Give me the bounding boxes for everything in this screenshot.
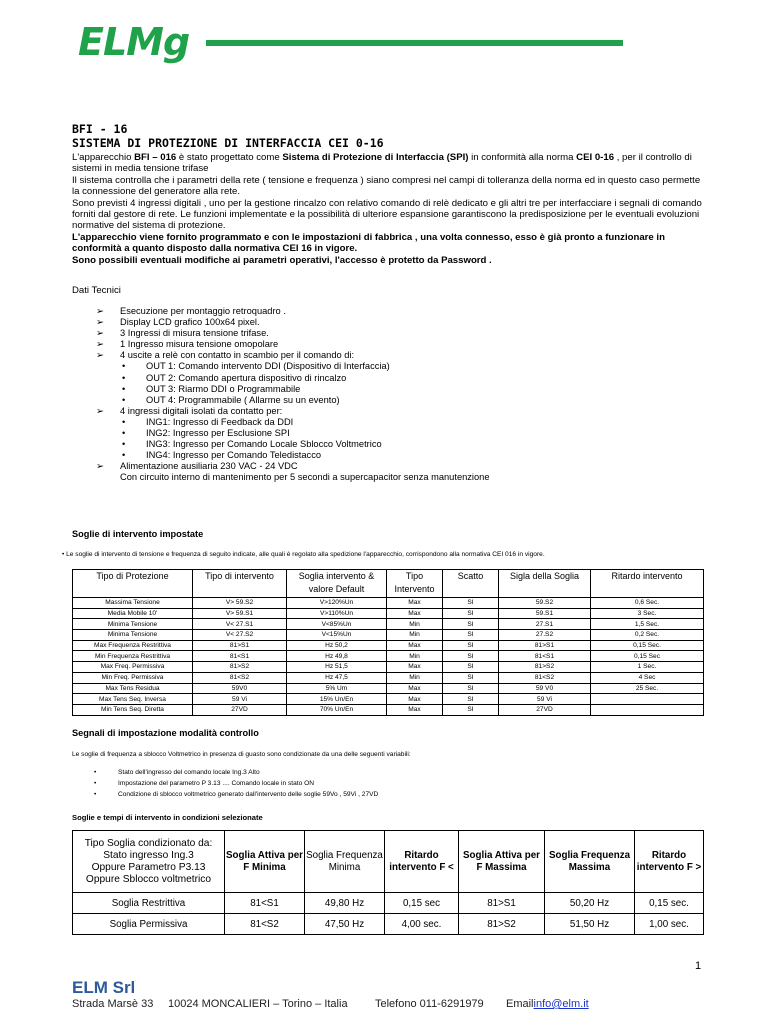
table-header-row bbox=[73, 831, 704, 893]
input-item bbox=[96, 439, 696, 450]
table-cell: Max bbox=[387, 598, 443, 609]
feature-item bbox=[96, 306, 696, 317]
table-cell: SI bbox=[443, 672, 499, 683]
input-item bbox=[96, 417, 696, 428]
table-cell: Max Tens Seq. Inversa bbox=[73, 694, 193, 705]
bullet-dot-icon: • bbox=[94, 780, 97, 788]
page-number: 1 bbox=[695, 960, 702, 972]
table-header-cell: Ritardo intervento F > bbox=[635, 831, 704, 893]
table-row bbox=[73, 704, 704, 715]
table-row bbox=[73, 651, 704, 662]
intro-section bbox=[72, 152, 708, 266]
table-cell: SI bbox=[443, 662, 499, 673]
output-text: OUT 4: Programmabile ( Allarme su un evento) bbox=[146, 394, 340, 405]
segnali-note: Le soglie di frequenza a sblocco Voltmetrico in presenza di guasto sono condizionate da una delle seguenti variabili: bbox=[72, 751, 411, 758]
table-row bbox=[73, 662, 704, 673]
intro-bold: CEI 0-16 bbox=[576, 152, 615, 163]
logo-rule bbox=[206, 40, 623, 46]
table-cell: Hz 49,8 bbox=[287, 651, 387, 662]
footer-address: Strada Marsè 33 bbox=[72, 998, 154, 1010]
table-cell: Massima Tensione bbox=[73, 598, 193, 609]
table-header-cell: Soglia Frequenza Massima bbox=[545, 831, 635, 893]
input-text: ING2: Ingresso per Esclusione SPI bbox=[146, 428, 290, 439]
intro-text: è stato progettato come bbox=[176, 152, 283, 163]
soglie-note: • Le soglie di intervento di tensione e frequenza di seguito indicate, alle quali è regolato alla spedizione l'apparecchio, corrispondono alla normativa CEI 016 in vigore. bbox=[62, 551, 545, 558]
table-cell: 1,5 Sec. bbox=[591, 619, 704, 630]
table-header-cell: Tipo Intervento bbox=[387, 570, 443, 598]
table-cell: Max bbox=[387, 662, 443, 673]
bullet-dot-icon: • bbox=[122, 372, 126, 383]
table-cell: SI bbox=[443, 640, 499, 651]
table-header-cell: Tipo di intervento bbox=[193, 570, 287, 598]
table-cell: Min bbox=[387, 630, 443, 641]
table-cell: SI bbox=[443, 619, 499, 630]
table-cell: 0,15 sec. bbox=[635, 893, 704, 914]
table-cell: 50,20 Hz bbox=[545, 893, 635, 914]
intro-paragraph-2: Il sistema controlla che i parametri della rete ( tensione e frequenza ) siano compresi nel campi di tolleranza della norma ed in questo caso permette la connessione del generatore alla rete. bbox=[72, 174, 701, 198]
table-cell: V>120%Un bbox=[287, 598, 387, 609]
table-header-cell bbox=[73, 831, 225, 893]
arrow-bullet-icon: ➢ bbox=[96, 317, 104, 328]
header-line: Tipo Soglia condizionato da: bbox=[84, 837, 213, 849]
header-line: Oppure Parametro P3.13 bbox=[91, 861, 206, 873]
input-item bbox=[96, 428, 696, 439]
input-text: ING4: Ingresso per Comando Teledistacco bbox=[146, 450, 322, 461]
table-cell: 59.S1 bbox=[499, 608, 591, 619]
table-row bbox=[73, 672, 704, 683]
table-cell: 81>S1 bbox=[459, 893, 545, 914]
feature-text: Esecuzione per montaggio retroquadro . bbox=[120, 306, 286, 316]
table-cell: 47,50 Hz bbox=[305, 914, 385, 935]
intro-text: in conformità alla norma bbox=[468, 152, 577, 163]
table-cell: Hz 47,5 bbox=[287, 672, 387, 683]
feature-text: 1 Ingresso misura tensione omopolare bbox=[120, 339, 279, 350]
intro-paragraph-5: Sono possibili eventuali modifiche ai parametri operativi, l'accesso è protetto da Password . bbox=[72, 254, 492, 266]
table-cell: Max Freq. Permissiva bbox=[73, 662, 193, 673]
table-row bbox=[73, 630, 704, 641]
arrow-bullet-icon: ➢ bbox=[96, 306, 104, 316]
table-cell: SI bbox=[443, 694, 499, 705]
footer-email-label: Email bbox=[506, 998, 534, 1010]
document-title: SISTEMA DI PROTEZIONE DI INTERFACCIA CEI 0-16 bbox=[72, 136, 384, 150]
table-cell: Hz 50,2 bbox=[287, 640, 387, 651]
header-line: Oppure Sblocco voltmetrico bbox=[85, 873, 212, 885]
table-cell: Max bbox=[387, 640, 443, 651]
table-cell: 49,80 Hz bbox=[305, 893, 385, 914]
feature-text: 4 ingressi digitali isolati da contatto per: bbox=[120, 405, 283, 416]
table-cell: SI bbox=[443, 630, 499, 641]
arrow-bullet-icon: ➢ bbox=[96, 405, 104, 416]
output-item bbox=[96, 361, 696, 372]
table-cell: Min bbox=[387, 651, 443, 662]
feature-item bbox=[96, 406, 696, 417]
table-header-row bbox=[73, 570, 704, 598]
table-cell: 81<S1 bbox=[499, 651, 591, 662]
table-cell: Media Mobile 10' bbox=[73, 608, 193, 619]
table-cell bbox=[591, 704, 704, 715]
condition-text: Condizione di sblocco voltmetrico generato dall'intervento delle soglie 59Vo , 59Vi , 27VD bbox=[118, 791, 379, 799]
intro-text: L'apparecchio bbox=[72, 152, 135, 163]
table-row bbox=[73, 914, 704, 935]
table-cell: 81>S2 bbox=[499, 662, 591, 673]
table-cell: SI bbox=[443, 608, 499, 619]
table-header-cell: Soglia intervento & valore Default bbox=[287, 570, 387, 598]
table-cell: 59 Vi bbox=[193, 694, 287, 705]
feature-text: Display LCD grafico 100x64 pixel. bbox=[120, 317, 260, 328]
footer-phone: Telefono 011-6291979 bbox=[375, 998, 484, 1010]
arrow-bullet-icon: ➢ bbox=[96, 350, 104, 361]
table-cell: SI bbox=[443, 598, 499, 609]
table-cell: 0,15 Sec. bbox=[591, 640, 704, 651]
condition-item bbox=[94, 767, 378, 778]
table-row bbox=[73, 694, 704, 705]
feature-text: 4 uscite a relè con contatto in scambio per il comando di: bbox=[120, 350, 355, 361]
feature-item bbox=[96, 317, 696, 328]
table-cell: 25 Sec. bbox=[591, 683, 704, 694]
table-cell: Minima Tensione bbox=[73, 630, 193, 641]
table-row bbox=[73, 598, 704, 609]
table-cell: V< 27.S2 bbox=[193, 630, 287, 641]
table-cell: 1,00 sec. bbox=[635, 914, 704, 935]
feature-note bbox=[96, 472, 696, 483]
bullet-dot-icon: • bbox=[122, 439, 126, 450]
table-cell: Min bbox=[387, 672, 443, 683]
table-cell: Max Frequenza Restrittiva bbox=[73, 640, 193, 651]
input-item bbox=[96, 450, 696, 461]
table-cell: 81>S2 bbox=[459, 914, 545, 935]
feature-item bbox=[96, 350, 696, 361]
table-cell: 81<S2 bbox=[499, 672, 591, 683]
table-cell: V>110%Un bbox=[287, 608, 387, 619]
table-row bbox=[73, 893, 704, 914]
arrow-bullet-icon: ➢ bbox=[96, 328, 104, 339]
table-cell: 27VD bbox=[193, 704, 287, 715]
table-row bbox=[73, 619, 704, 630]
bullet-dot-icon: • bbox=[94, 791, 97, 799]
feature-item bbox=[96, 328, 696, 339]
table-cell: Max bbox=[387, 608, 443, 619]
table-cell: 81>S1 bbox=[499, 640, 591, 651]
table-cell: SI bbox=[443, 704, 499, 715]
table-cell: Min bbox=[387, 619, 443, 630]
table-cell: 5% Um bbox=[287, 683, 387, 694]
table-cell: 27.S2 bbox=[499, 630, 591, 641]
table-cell: Soglia Permissiva bbox=[73, 914, 225, 935]
table-cell: Min Freq. Permissiva bbox=[73, 672, 193, 683]
table-cell: SI bbox=[443, 683, 499, 694]
table-cell: 81<S2 bbox=[225, 914, 305, 935]
table-cell: 4 Sec bbox=[591, 672, 704, 683]
output-item bbox=[96, 395, 696, 406]
arrow-bullet-icon: ➢ bbox=[96, 461, 104, 472]
intro-paragraph-3: Sono previsti 4 ingressi digitali , uno per la gestione rincalzo con relativo comando di relè dedicato e gli altri tre per interfacciare i segnali di comando forniti dal gestore di rete. Le funzioni implementate e la possibilità di ulteriore espansione garantiscono la predisposizione per le eventuali evoluzioni normative del sistema di protezione. bbox=[72, 197, 702, 232]
condition-item bbox=[94, 778, 378, 789]
company-logo: ELMg bbox=[78, 20, 190, 64]
table-header-cell: Sigla della Soglia bbox=[499, 570, 591, 598]
table-cell: 0,15 sec bbox=[385, 893, 459, 914]
table-cell: Soglia Restrittiva bbox=[73, 893, 225, 914]
header-line: Stato ingresso Ing.3 bbox=[103, 849, 194, 861]
table-cell: Max bbox=[387, 694, 443, 705]
table-cell: 27.S1 bbox=[499, 619, 591, 630]
table-cell: 15% Un/En bbox=[287, 694, 387, 705]
bullet-dot-icon: • bbox=[122, 361, 126, 372]
feature-text: 3 Ingressi di misura tensione trifase. bbox=[120, 328, 269, 339]
company-name: ELM Srl bbox=[72, 978, 136, 997]
bullet-dot-icon: • bbox=[122, 394, 126, 405]
document-code: BFI - 16 bbox=[72, 122, 128, 136]
table-cell: Min Frequenza Restrittiva bbox=[73, 651, 193, 662]
table-cell: Hz 51,5 bbox=[287, 662, 387, 673]
table-cell: 81>S1 bbox=[193, 640, 287, 651]
soglie-heading: Soglie di intervento impostate bbox=[72, 529, 204, 539]
table-cell: SI bbox=[443, 651, 499, 662]
output-text: OUT 2: Comando apertura dispositivo di rincalzo bbox=[146, 372, 347, 383]
table-cell bbox=[591, 694, 704, 705]
table-cell: 51,50 Hz bbox=[545, 914, 635, 935]
arrow-bullet-icon: ➢ bbox=[96, 339, 104, 350]
table-cell: 59 Vi bbox=[499, 694, 591, 705]
feature-text: Con circuito interno di mantenimento per 5 secondi a supercapacitor senza manutenzione bbox=[120, 472, 490, 483]
footer-contact bbox=[72, 998, 589, 1010]
table-cell: 81<S2 bbox=[193, 672, 287, 683]
feature-item bbox=[96, 461, 696, 472]
output-item bbox=[96, 373, 696, 384]
feature-item bbox=[96, 339, 696, 350]
intro-bold: BFI – 016 bbox=[134, 152, 177, 163]
thresholds-table-body bbox=[73, 598, 704, 716]
table-cell: 1 Sec. bbox=[591, 662, 704, 673]
table-cell: 0,2 Sec. bbox=[591, 630, 704, 641]
table-cell: 59 V0 bbox=[499, 683, 591, 694]
table-cell: Max Tens Residua bbox=[73, 683, 193, 694]
segnali-heading: Segnali di impostazione modalità controllo bbox=[72, 728, 259, 738]
table-cell: V< 27.S1 bbox=[193, 619, 287, 630]
selected-conditions-table bbox=[72, 830, 704, 935]
intro-bold: Sistema di Protezione di Interfaccia (SPI) bbox=[282, 152, 469, 163]
dati-tecnici-heading: Dati Tecnici bbox=[72, 285, 121, 296]
table-cell: 81>S2 bbox=[193, 662, 287, 673]
table-cell: 81<S1 bbox=[193, 651, 287, 662]
intro-paragraph-4: L'apparecchio viene fornito programmato e con le impostazioni di fabbrica , una volta connesso, esso è già pronto a funzionare in conformità a quanto disposto dalla normativa CEI 16 in vigore. bbox=[72, 231, 665, 255]
input-text: ING3: Ingresso per Comando Locale Sblocco Voltmetrico bbox=[146, 439, 382, 450]
tempi-heading: Soglie e tempi di intervento in condizioni selezionate bbox=[72, 813, 263, 822]
table-cell: Max bbox=[387, 683, 443, 694]
features-list bbox=[96, 306, 696, 484]
table-cell: 27VD bbox=[499, 704, 591, 715]
table-cell: 4,00 sec. bbox=[385, 914, 459, 935]
table-row bbox=[73, 640, 704, 651]
bullet-dot-icon: • bbox=[94, 769, 97, 776]
output-text: OUT 3: Riarmo DDI o Programmabile bbox=[146, 383, 301, 394]
table-header-cell: Scatto bbox=[443, 570, 499, 598]
table-header-cell: Soglia Attiva per F Massima bbox=[459, 831, 545, 893]
table-cell: V<15%Un bbox=[287, 630, 387, 641]
thresholds-table bbox=[72, 569, 704, 716]
table-cell: V> 59.S1 bbox=[193, 608, 287, 619]
condition-item bbox=[94, 789, 378, 800]
table-cell: Minima Tensione bbox=[73, 619, 193, 630]
table-cell: 81<S1 bbox=[225, 893, 305, 914]
header-logo-row bbox=[78, 22, 623, 62]
table-row bbox=[73, 608, 704, 619]
table-header-cell: Soglia Attiva per F Minima bbox=[225, 831, 305, 893]
intro-paragraph-1 bbox=[72, 152, 708, 175]
table-header-cell: Ritardo intervento bbox=[591, 570, 704, 598]
table-cell: 0,15 Sec bbox=[591, 651, 704, 662]
table-cell: 0,6 Sec. bbox=[591, 598, 704, 609]
feature-text: Alimentazione ausiliaria 230 VAC - 24 VDC bbox=[120, 461, 298, 472]
bullet-dot-icon: • bbox=[122, 383, 126, 394]
output-text: OUT 1: Comando intervento DDI (Dispositivo di Interfaccia) bbox=[146, 361, 390, 372]
table-cell: Max bbox=[387, 704, 443, 715]
bullet-dot-icon: • bbox=[122, 416, 126, 427]
bullet-dot-icon: • bbox=[122, 428, 126, 439]
table-cell: 59.S2 bbox=[499, 598, 591, 609]
table-cell: 3 Sec. bbox=[591, 608, 704, 619]
condition-text: Impostazione del parametro P 3.13 .... Comando locale in stato ON bbox=[118, 780, 314, 788]
table-header-cell: Ritardo intervento F < bbox=[385, 831, 459, 893]
table-row bbox=[73, 683, 704, 694]
table-cell: V<85%Un bbox=[287, 619, 387, 630]
table-cell: 70% Un/En bbox=[287, 704, 387, 715]
table-header-cell: Tipo di Protezione bbox=[73, 570, 193, 598]
table-cell: V> 59.S2 bbox=[193, 598, 287, 609]
condition-text: Stato dell'ingresso del comando locale Ing.3 Alto bbox=[118, 769, 260, 776]
table-cell: Min Tens Seq. Diretta bbox=[73, 704, 193, 715]
email-link[interactable]: info@elm.it bbox=[533, 998, 589, 1010]
footer-city: 10024 MONCALIERI – Torino – Italia bbox=[168, 998, 348, 1010]
table-header-cell: Soglia Frequenza Minima bbox=[305, 831, 385, 893]
table-cell: 59V0 bbox=[193, 683, 287, 694]
conditions-list bbox=[94, 767, 378, 801]
intro-text: , per il controllo di sistemi in media tensione trifase bbox=[72, 152, 692, 175]
bullet-dot-icon: • bbox=[122, 450, 126, 461]
output-item bbox=[96, 384, 696, 395]
input-text: ING1: Ingresso di Feedback da DDI bbox=[146, 416, 294, 427]
